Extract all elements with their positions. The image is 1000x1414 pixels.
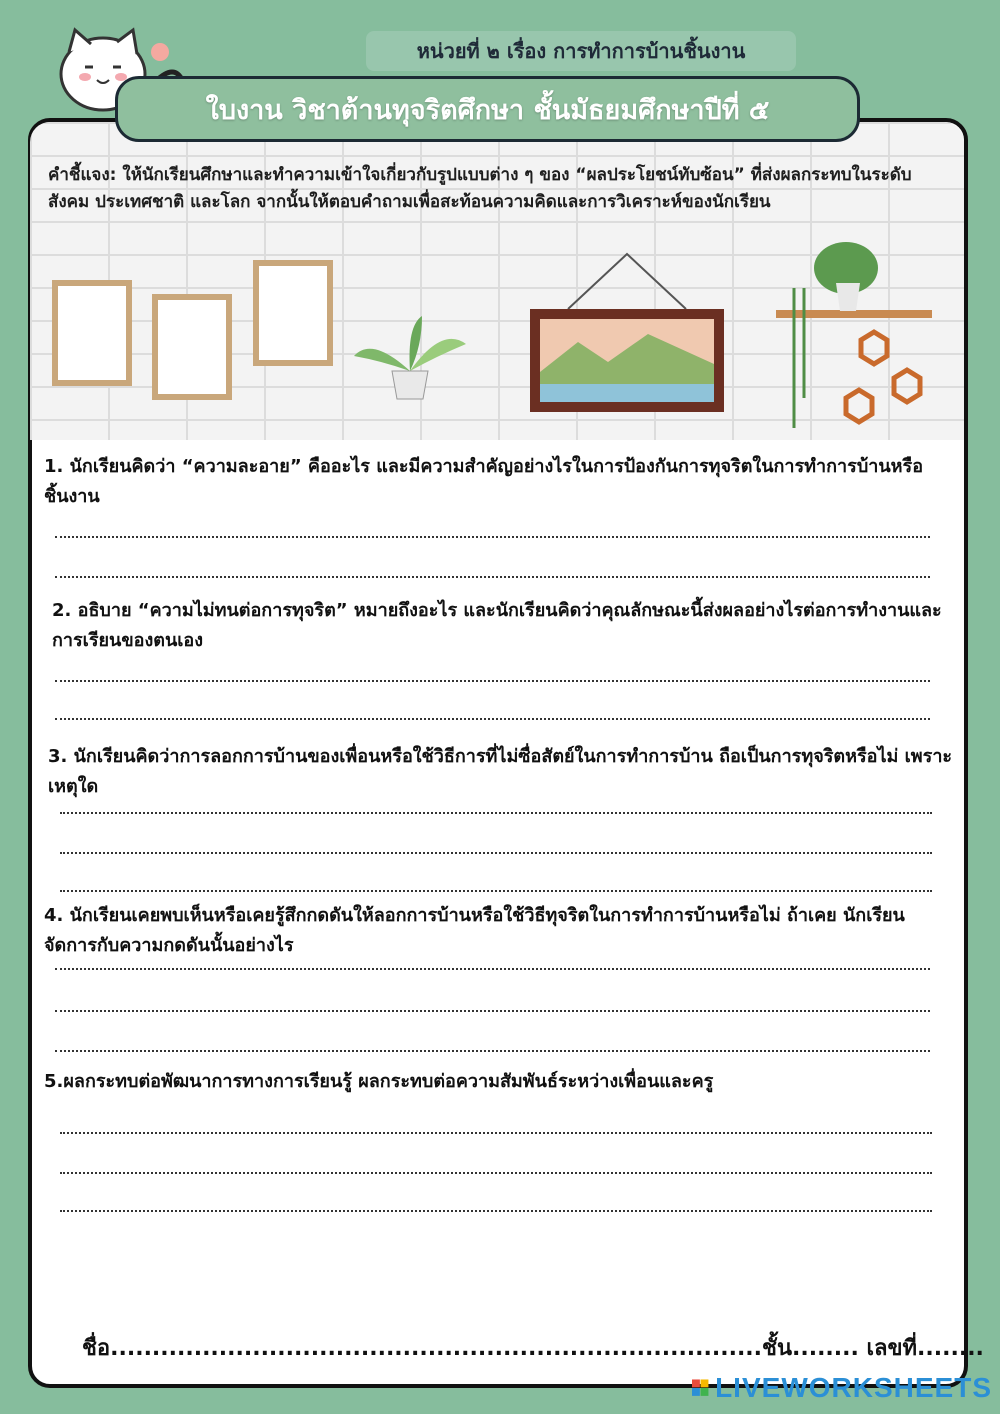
answer-line[interactable] [55,718,930,720]
answer-line[interactable] [55,968,930,970]
name-class-number-line[interactable]: ชื่อ..............................................................................ชั้น........ เลขที่........ [82,1336,984,1361]
worksheet-title: ใบงาน วิชาต้านทุจริตศึกษา ชั้นมัธยมศึกษาปีที่ ๕ [115,76,860,142]
framed-plant-picture-icon [52,280,132,386]
question-4: 4. นักเรียนเคยพบเห็นหรือเคยรู้สึกกดดันให้ลอกการบ้านหรือใช้วิธีทุจริตในการทำการบ้านหรือไม่ ถ้าเคย นักเรียนจัดการกับความกดดันนั้นอย่างไร [44,905,905,956]
answer-line[interactable] [55,680,930,682]
hanging-plants-shelf-icon [776,228,936,434]
answer-line[interactable] [55,1010,930,1012]
answer-line[interactable] [60,852,932,854]
answer-line[interactable] [60,812,932,814]
question-1: 1. นักเรียนคิดว่า “ความละอาย” คืออะไร และมีความสำคัญอย่างไรในการป้องกันการทุจริตในการทำการบ้านหรือชิ้นงาน [44,456,924,507]
question-2: 2. อธิบาย “ความไม่ทนต่อการทุจริต” หมายถึงอะไร และนักเรียนคิดว่าคุณลักษณะนี้ส่งผลอย่างไรต่อการทำงานและการเรียนของตนเอง [52,600,942,651]
answer-line[interactable] [60,1132,932,1134]
answer-line[interactable] [60,890,932,892]
liveworksheets-logo-icon [692,1375,709,1401]
question-3: 3. นักเรียนคิดว่าการลอกการบ้านของเพื่อนหรือใช้วิธีการที่ไม่ซื่อสัตย์ในการทำการบ้าน ถือเป็นการทุจริตหรือไม่ เพราะเหตุใด [48,746,953,797]
framed-plant-picture-icon [253,260,333,366]
answer-line[interactable] [60,1172,932,1174]
question-5: 5.ผลกระทบต่อพัฒนาการทางการเรียนรู้ ผลกระทบต่อความสัมพันธ์ระหว่างเพื่อนและครู [44,1071,714,1092]
landscape-painting-icon [528,252,726,414]
instructions-text: คำชี้แจง: ให้นักเรียนศึกษาและทำความเข้าใจเกี่ยวกับรูปแบบต่าง ๆ ของ “ผลประโยชน์ทับซ้อน” ที่ส่งผลกระทบในระดับสังคม ประเทศชาติ และโลก จากนั้นให้ตอบคำถามเพื่อสะท้อนความคิดและการวิเคราะห์ของนักเรียน [48,165,912,212]
potted-plant-icon [352,316,468,400]
logo-text: LIVEWORKSHEETS [715,1372,992,1403]
answer-line[interactable] [55,536,930,538]
framed-plant-picture-icon [152,294,232,400]
answer-line[interactable] [55,576,930,578]
unit-tab: หน่วยที่ ๒ เรื่อง การทำการบ้านชิ้นงาน [366,31,796,71]
answer-line[interactable] [60,1210,932,1212]
answer-line[interactable] [55,1050,930,1052]
liveworksheets-logo [692,1370,992,1406]
